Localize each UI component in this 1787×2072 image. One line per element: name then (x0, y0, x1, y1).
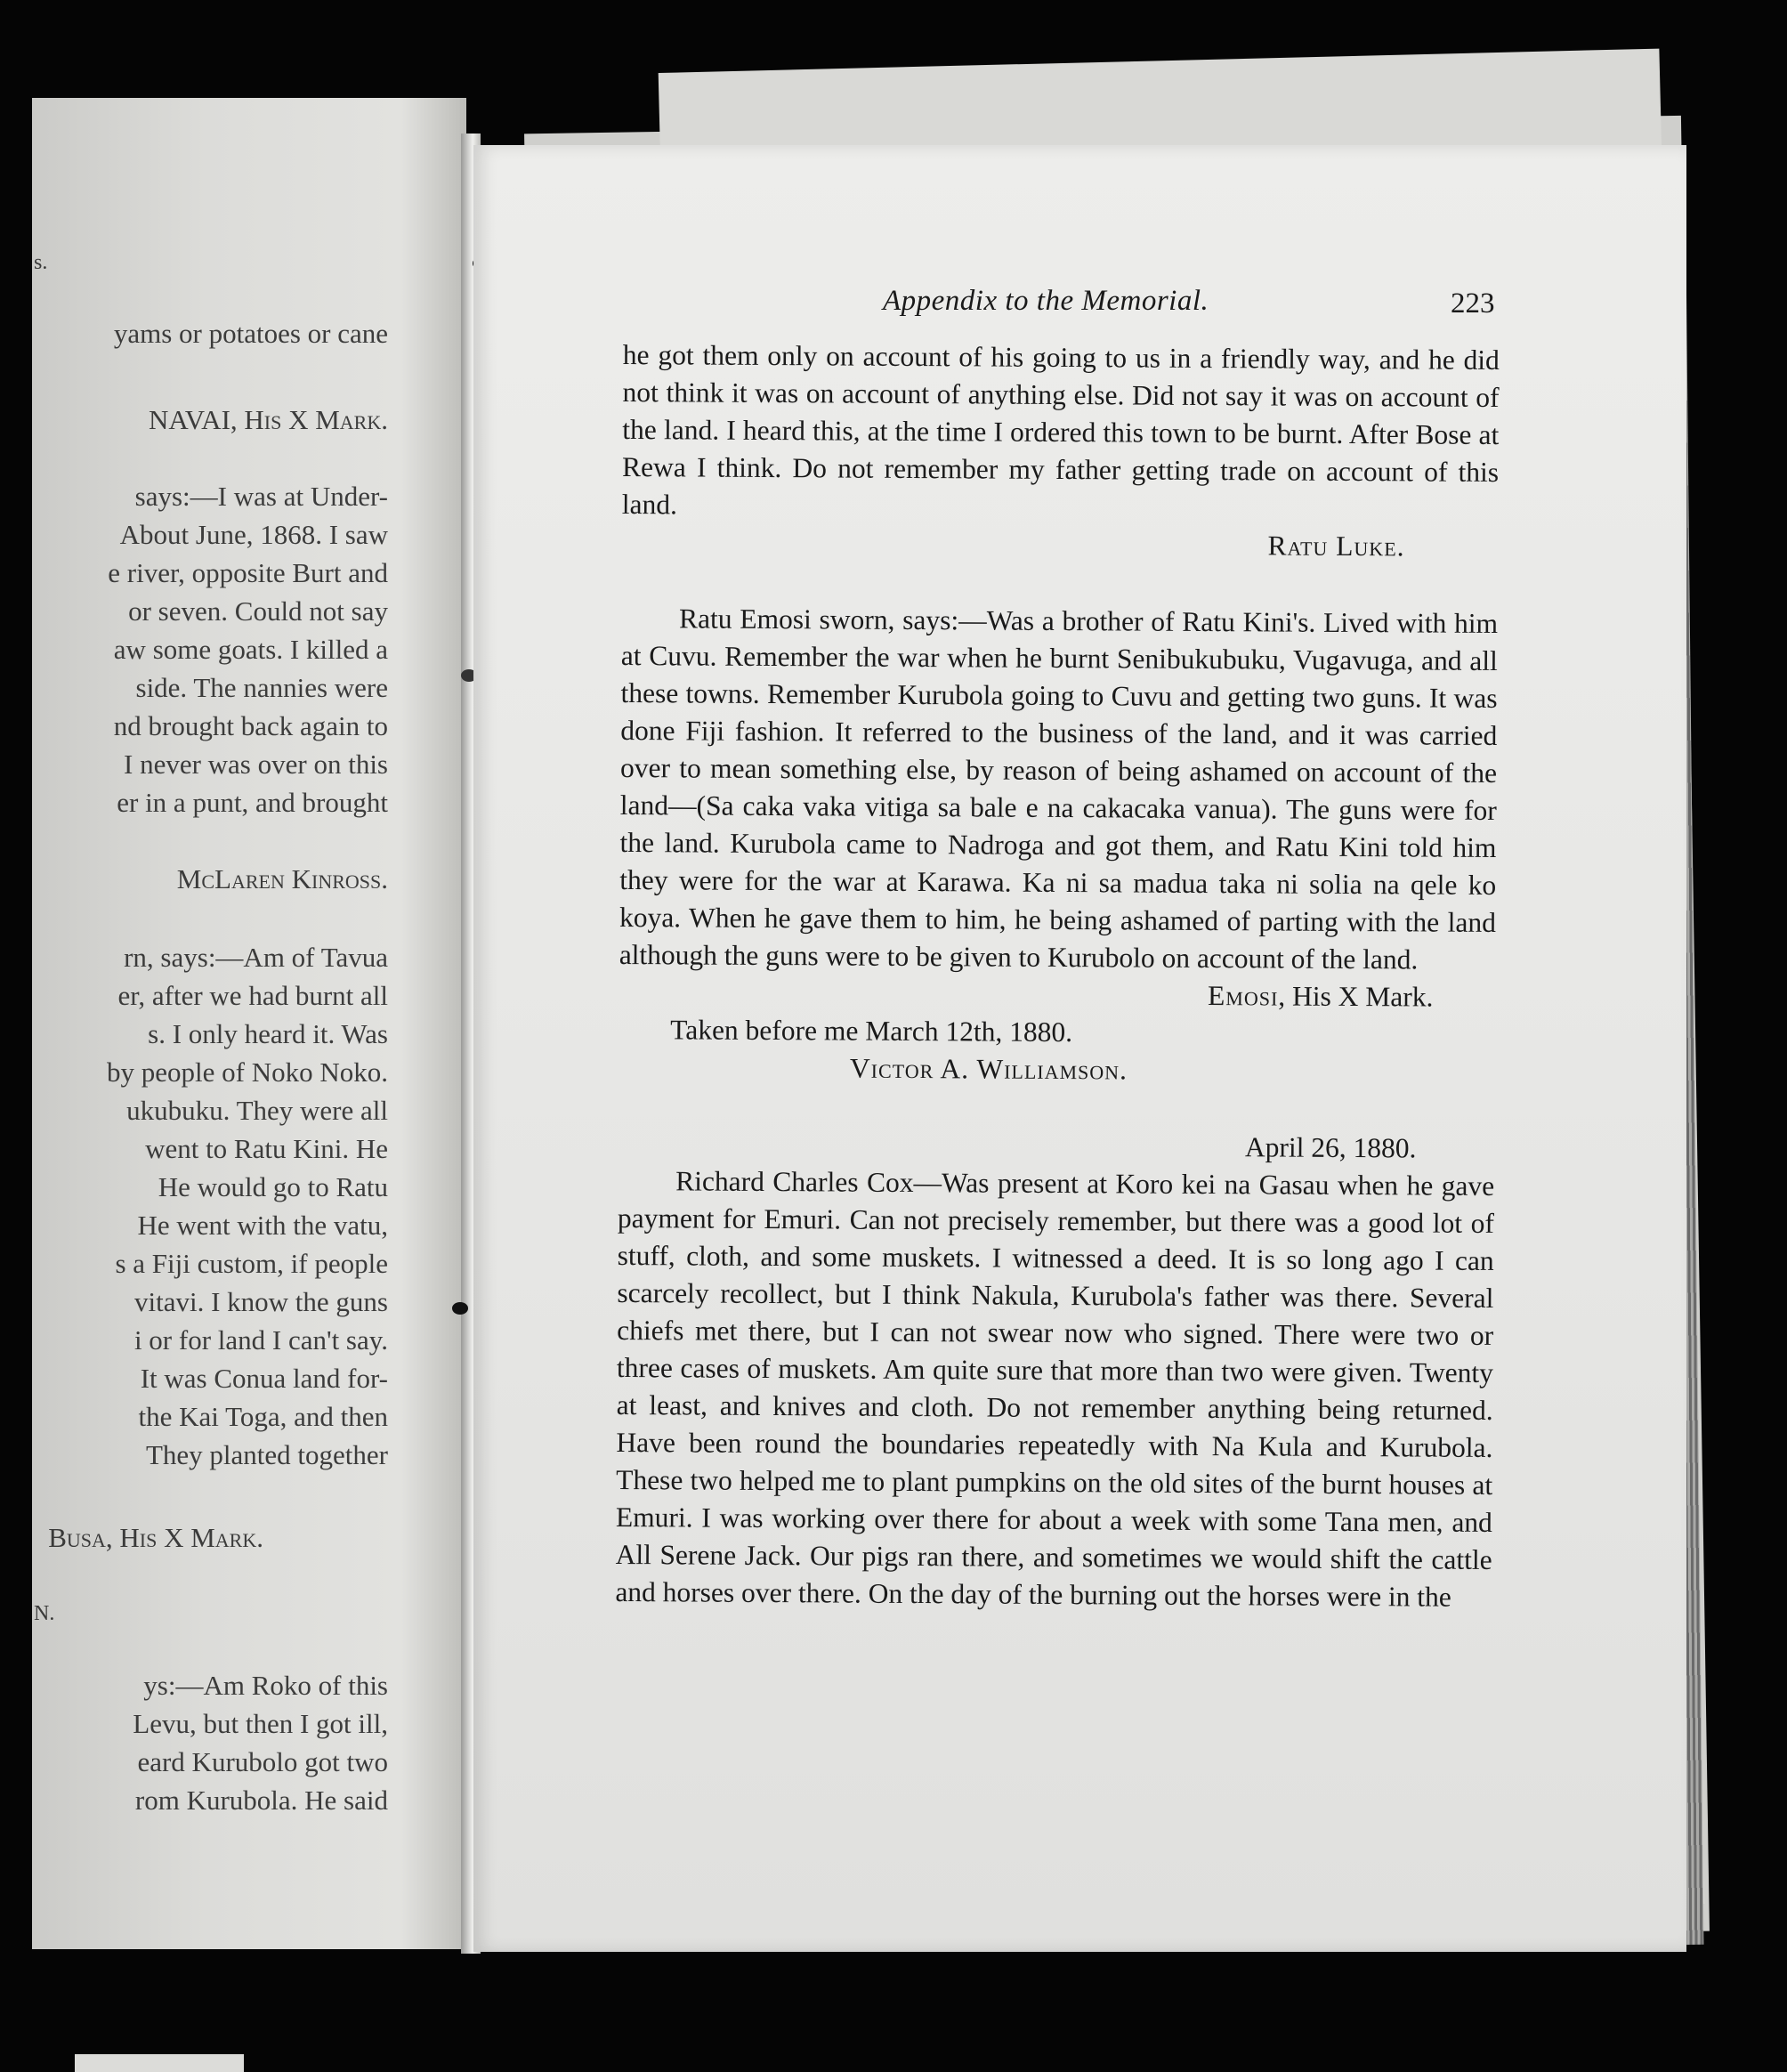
witness-name: Victor A. Williamson. (849, 1052, 1128, 1086)
left-line: McLaren Kinross. (176, 863, 388, 894)
left-line: s. (34, 251, 48, 274)
left-line: e river, opposite Burt and (108, 557, 388, 588)
left-line: says:—I was at Under- (134, 481, 388, 512)
binding-stitch (452, 1302, 468, 1315)
left-line: i or for land I can't say. (133, 1324, 388, 1356)
left-line: s a Fiji custom, if people (115, 1248, 388, 1279)
paragraph: Ratu Emosi sworn, says:—Was a brother of Ratu Kini's. Lived with him at Cuvu. Remember the war when he burnt Senibukubuku, Vugavuga, and all these towns. Remember Kurubola going to Cuvu and getting two guns. It was done Fiji fashion. It referred to the business of the land, and it was carried over to mean something else, by reason of being ashamed on account of the land—(Sa caka vaka vitiga sa bale e na cakacaka vanua). The guns were for the land. Kurubola came to Nadroga and got them, and Ratu Kini told him they were for the war at Karawa. Ka ni sa madua taka ni solia na qele ko koya. When he gave them to him, he being ashamed of parting with the land although the guns were to be given to Kurubolo on account of the land. (619, 603, 1499, 975)
left-page (32, 98, 466, 1949)
left-line: Busa, His X Mark. (48, 1522, 263, 1553)
left-line: side. The nannies were (135, 672, 388, 703)
page-number: 223 (1451, 287, 1495, 320)
right-page (473, 145, 1686, 1952)
left-line: NAVAI, His X Mark. (149, 404, 388, 435)
left-line: eard Kurubolo got two (137, 1746, 388, 1777)
paper-scrap (75, 2054, 244, 2072)
left-line: er in a punt, and brought (117, 787, 388, 818)
left-line: vitavi. I know the guns (134, 1286, 388, 1317)
taken-before-line: Taken before me March 12th, 1880. (670, 1014, 1073, 1048)
left-line: went to Ratu Kini. He (145, 1133, 388, 1164)
signature-ratu-luke: Ratu Luke. (1267, 530, 1405, 563)
left-line: yams or potatoes or cane (113, 318, 388, 349)
left-line: s. I only heard it. Was (148, 1018, 388, 1049)
left-line: er, after we had burnt all (117, 980, 388, 1011)
left-line: It was Conua land for- (140, 1363, 388, 1394)
paragraph: he got them only on account of his going to us in a friendly way, and he did not think it was on account of anything else. Did not say it was on account of the land. I heard this, at the time I ordered this town to be burnt. After Bose at Rewa I think. Do not remember my father getting trade on account of this land. (621, 338, 1500, 521)
left-line: rom Kurubola. He said (134, 1785, 388, 1816)
entry-date: April 26, 1880. (1244, 1131, 1417, 1164)
left-line: Levu, but then I got ill, (133, 1708, 388, 1739)
running-head: Appendix to the Memorial. (883, 285, 1209, 317)
signature-emosi (619, 974, 1495, 1016)
left-line: He would go to Ratu (158, 1171, 388, 1202)
left-line: N. (34, 1602, 55, 1625)
paragraph: Richard Charles Cox—Was present at Koro kei na Gasau when he gave payment for Emuri. Can not precisely remember, but there was a good lot of stuff, cloth, and some muskets. I witnessed a deed. It is so long ago I can scarcely recollect, but I think Nakula, Kurubola's father was there. Several chiefs met there, but I can not swear now who signed. There were two or three cases of muskets. Am quite sure that more than two were given. Twenty at least, and knives and cloth. Do not remember anything being returned. Have been round the boundaries repeatedly with Na Kula and Kurubola. These two helped me to plant pumpkins on the old sites of the burnt houses at Emuri. I was working over there for about a week with some Tana men, and All Serene Jack. Our pigs ran there, and sometimes we would shift the cattle and horses over there. On the day of the burning out the horses were in the (615, 1165, 1495, 1613)
left-line: They planted together (145, 1439, 388, 1470)
left-line: ukubuku. They were all (126, 1095, 388, 1126)
signature-mark: , His X Mark. (1278, 980, 1434, 1013)
left-line: ys:—Am Roko of this (143, 1670, 388, 1701)
left-line: aw some goats. I killed a (113, 634, 388, 665)
left-line: or seven. Could not say (128, 595, 388, 627)
left-line: the Kai Toga, and then (138, 1401, 388, 1432)
left-line: I never was over on this (124, 749, 388, 780)
page-body (615, 336, 1500, 1616)
left-line: He went with the vatu, (137, 1210, 388, 1241)
left-line: nd brought back again to (113, 710, 388, 741)
signature-name: Emosi (1207, 980, 1279, 1012)
left-line: rn, says:—Am of Tavua (124, 942, 388, 973)
left-line: About June, 1868. I saw (119, 519, 388, 550)
left-line: by people of Noko Noko. (107, 1056, 388, 1088)
